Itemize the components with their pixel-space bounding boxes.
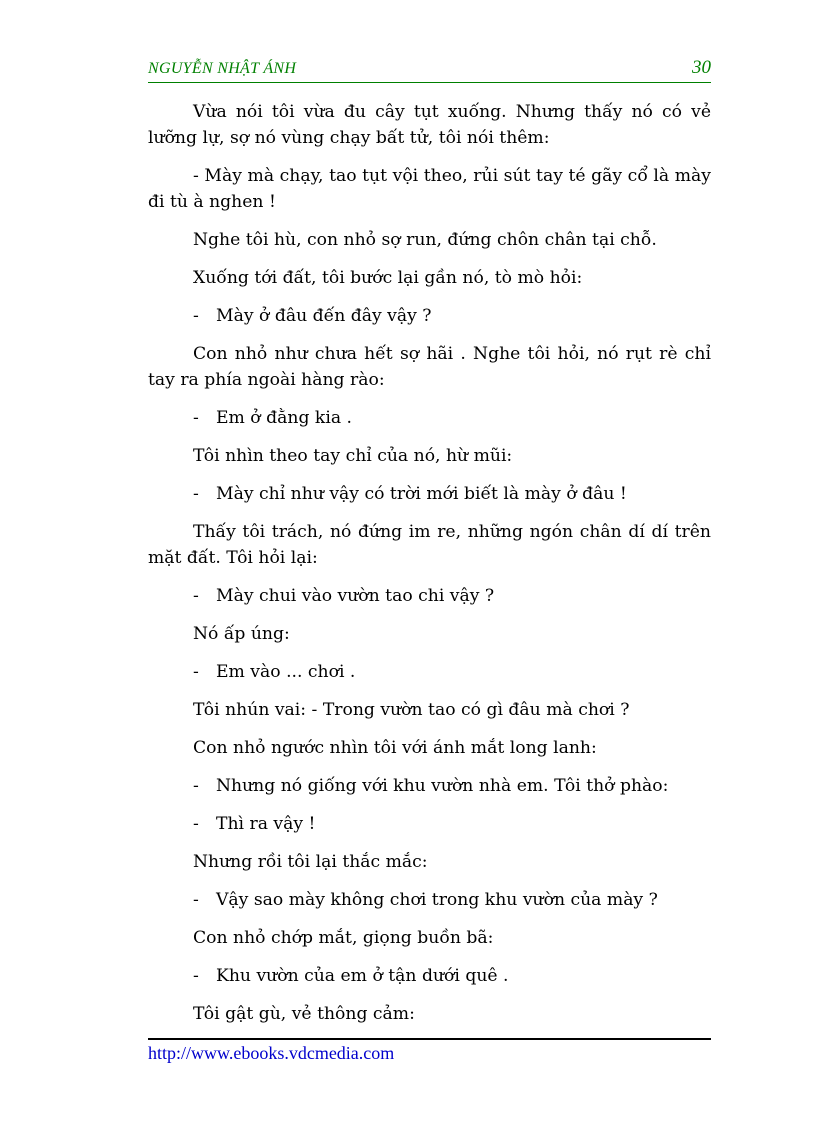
narrative-paragraph: Nghe tôi hù, con nhỏ sợ run, đứng chôn chân tại chỗ. [193,230,657,250]
narrative-paragraph: Tôi nhún vai: - Trong vườn tao có gì đâu mà chơi ? [193,700,630,720]
dialog-text: Nhưng nó giống với khu vườn nhà em. Tôi thở phào: [216,776,669,796]
dialog-line [148,659,711,685]
dialog-dash: - [193,586,199,606]
dialog-text: Mày chui vào vườn tao chi vậy ? [216,586,495,606]
dialog-line [148,303,711,329]
dialog-text: Thì ra vậy ! [216,814,316,834]
narrative-paragraph: Tôi gật gù, vẻ thông cảm: [193,1004,415,1024]
dialog-text: Khu vườn của em ở tận dưới quê . [216,966,509,986]
dialog-text: Em ở đằng kia . [216,408,352,428]
dialog-dash: - [193,662,199,682]
dialog-dash: - [193,890,199,910]
header-author: NGUYỄN NHẬT ÁNH [148,60,297,77]
dialog-text: Mày chỉ như vậy có trời mới biết là mày ở đâu ! [216,484,627,504]
footer-divider [148,1038,711,1040]
dialog-dash: - [193,306,199,326]
footer-link[interactable]: http://www.ebooks.vdcmedia.com [148,1043,395,1063]
dialog-dash: - [193,408,199,428]
dialog-dash: - [193,776,199,796]
dialog-dash: - [193,484,199,504]
dialog-text: Vậy sao mày không chơi trong khu vườn của mày ? [216,890,658,910]
dialog-line [148,405,711,431]
narrative-paragraph: Con nhỏ ngước nhìn tôi với ánh mắt long lanh: [193,738,597,758]
narrative-paragraph: Con nhỏ như chưa hết sợ hãi . Nghe tôi hỏi, nó rụt rè chỉ tay ra phía ngoài hàng rào: [148,344,711,390]
dialog-line [148,481,711,507]
dialog-dash: - [193,966,199,986]
narrative-paragraph: - Mày mà chạy, tao tụt vội theo, rủi sút tay té gãy cổ là mày đi tù à nghen ! [148,166,711,212]
narrative-paragraph: Con nhỏ chớp mắt, giọng buồn bã: [193,928,494,948]
narrative-paragraph: Tôi nhìn theo tay chỉ của nó, hừ mũi: [193,446,513,466]
dialog-text: Em vào ... chơi . [216,662,356,682]
narrative-paragraph: Xuống tới đất, tôi bước lại gần nó, tò mò hỏi: [193,268,583,288]
page-body [148,99,711,1039]
dialog-line [148,963,711,989]
dialog-line [148,773,711,799]
narrative-paragraph: Nhưng rồi tôi lại thắc mắc: [193,852,428,872]
dialog-text: Mày ở đâu đến đây vậy ? [216,306,432,326]
dialog-line [148,887,711,913]
dialog-line [148,811,711,837]
narrative-paragraph: Nó ấp úng: [193,624,290,644]
dialog-dash: - [193,814,199,834]
narrative-paragraph: Vừa nói tôi vừa đu cây tụt xuống. Nhưng thấy nó có vẻ lưỡng lự, sợ nó vùng chạy bất tử, tôi nói thêm: [148,102,711,148]
page-number: 30 [692,57,711,78]
page-header [148,57,711,83]
dialog-line [148,583,711,609]
narrative-paragraph: Thấy tôi trách, nó đứng im re, những ngón chân dí dí trên mặt đất. Tôi hỏi lại: [148,522,711,568]
